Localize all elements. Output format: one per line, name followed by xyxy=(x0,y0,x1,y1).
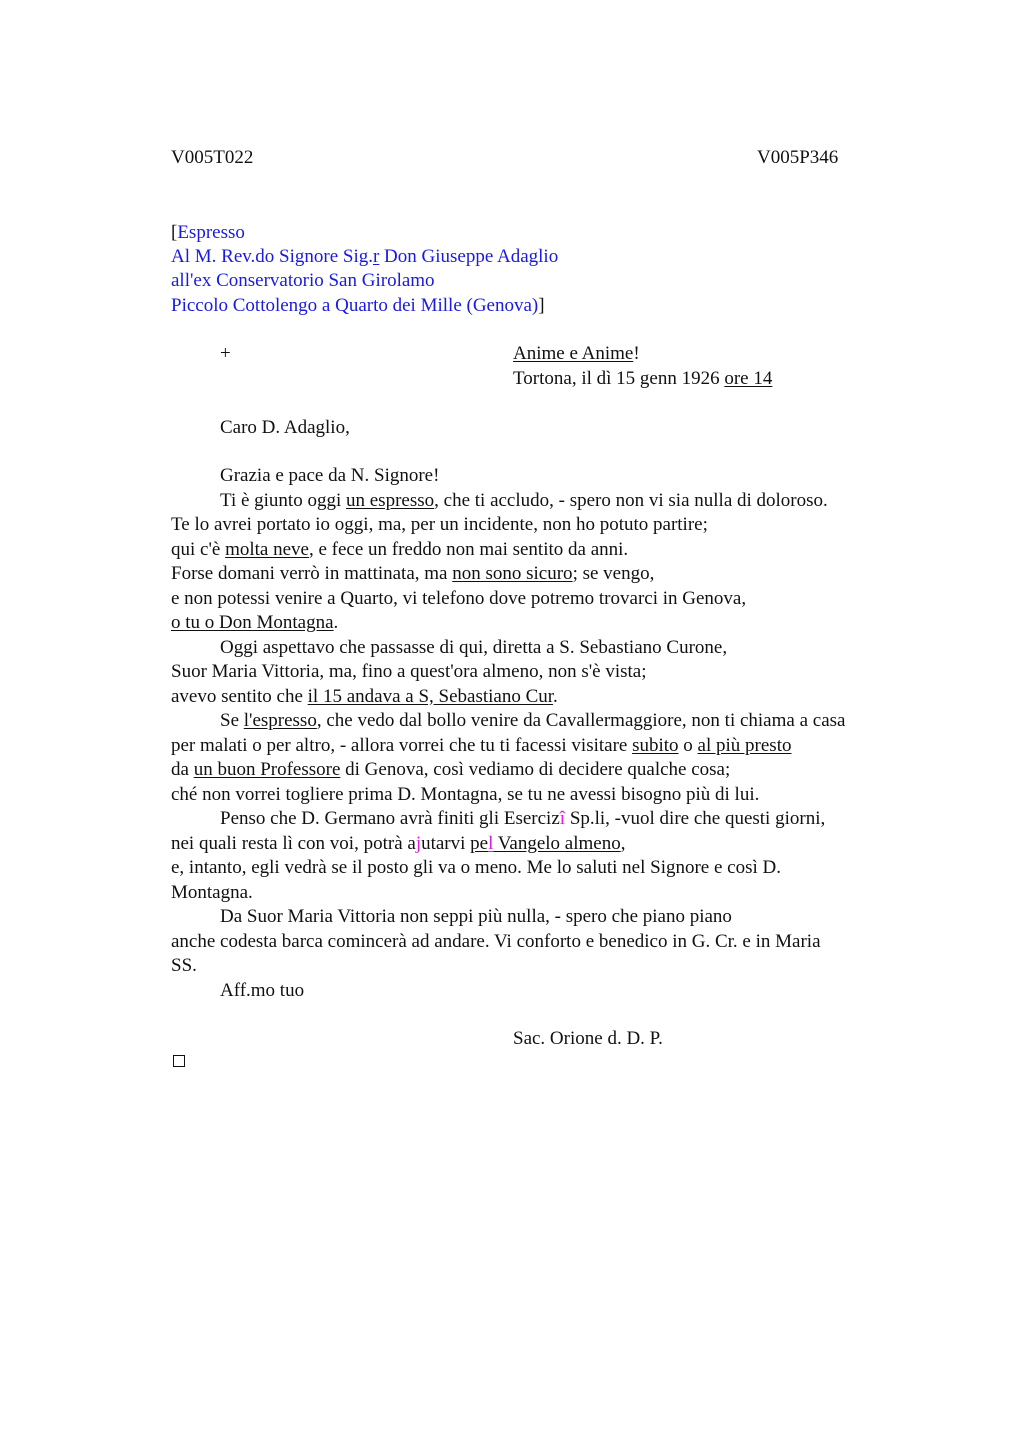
salutation: Caro D. Adaglio, xyxy=(220,417,350,438)
body-line: Te lo avrei portato io oggi, ma, per un incidente, non ho potuto partire; xyxy=(171,514,708,535)
body-line: Oggi aspettavo che passasse di qui, diretta a S. Sebastiano Curone, xyxy=(220,636,728,658)
signature: Sac. Orione d. D. P. xyxy=(513,1028,663,1049)
address-line-4: Piccolo Cottolengo a Quarto dei Mille (Genova)] xyxy=(171,295,545,316)
letter-body xyxy=(171,464,911,1003)
place-date: Tortona, il dì 15 genn 1926 ore 14 xyxy=(513,368,773,389)
document-code-left: V005T022 xyxy=(171,147,254,168)
address-line-2: Al M. Rev.do Signore Sig.r Don Giuseppe Adaglio xyxy=(171,246,559,267)
body-line: anche codesta barca comincerà ad andare. Vi conforto e benedico in G. Cr. e in Maria xyxy=(171,930,821,952)
document-code-right: V005P346 xyxy=(757,147,839,168)
body-line: Da Suor Maria Vittoria non seppi più nulla, - spero che piano piano xyxy=(220,906,732,927)
closing: Aff.mo tuo xyxy=(220,979,305,1001)
address-line-1: [Espresso xyxy=(171,222,245,243)
body-line: e, intanto, egli vedrà se il posto gli va o meno. Me lo saluti nel Signore e così D. xyxy=(171,857,781,878)
body-line: nei quali resta lì con voi, potrà ajutarvi pel Vangelo almeno, xyxy=(171,832,626,854)
address-line-3: all'ex Conservatorio San Girolamo xyxy=(171,270,435,291)
end-box-icon xyxy=(173,1055,185,1067)
body-line: Forse domani verrò in mattinata, ma non sono sicuro; se vengo, xyxy=(171,563,655,584)
motto: Anime e Anime! xyxy=(513,343,640,364)
body-line: Montagna. xyxy=(171,881,253,903)
body-line: ché non vorrei togliere prima D. Montagna, se tu ne avessi bisogno più di lui. xyxy=(171,783,760,805)
body-line: Penso che D. Germano avrà finiti gli Esercizî Sp.li, -vuol dire che questi giorni, xyxy=(220,808,826,829)
body-line: o tu o Don Montagna. xyxy=(171,612,339,633)
body-line: Suor Maria Vittoria, ma, fino a quest'ora almeno, non s'è vista; xyxy=(171,661,647,682)
body-line: avevo sentito che il 15 andava a S, Sebastiano Cur. xyxy=(171,685,558,707)
body-line: Ti è giunto oggi un espresso, che ti accludo, - spero non vi sia nulla di doloroso. xyxy=(220,489,828,511)
body-line: Se l'espresso, che vedo dal bollo venire da Cavallermaggiore, non ti chiama a casa xyxy=(220,710,846,731)
circumflex-letter: î xyxy=(559,808,566,829)
body-line: e non potessi venire a Quarto, vi telefono dove potremo trovarci in Genova, xyxy=(171,587,747,609)
greeting: Grazia e pace da N. Signore! xyxy=(220,465,440,486)
body-line: per malati o per altro, - allora vorrei che tu ti facessi visitare subito o al più presto xyxy=(171,734,792,756)
body-line: SS. xyxy=(171,955,197,976)
body-line: qui c'è molta neve, e fece un freddo non mai sentito da anni. xyxy=(171,538,629,560)
body-line: da un buon Professore di Genova, così vediamo di decidere qualche cosa; xyxy=(171,759,731,780)
cross-symbol: + xyxy=(220,343,231,364)
